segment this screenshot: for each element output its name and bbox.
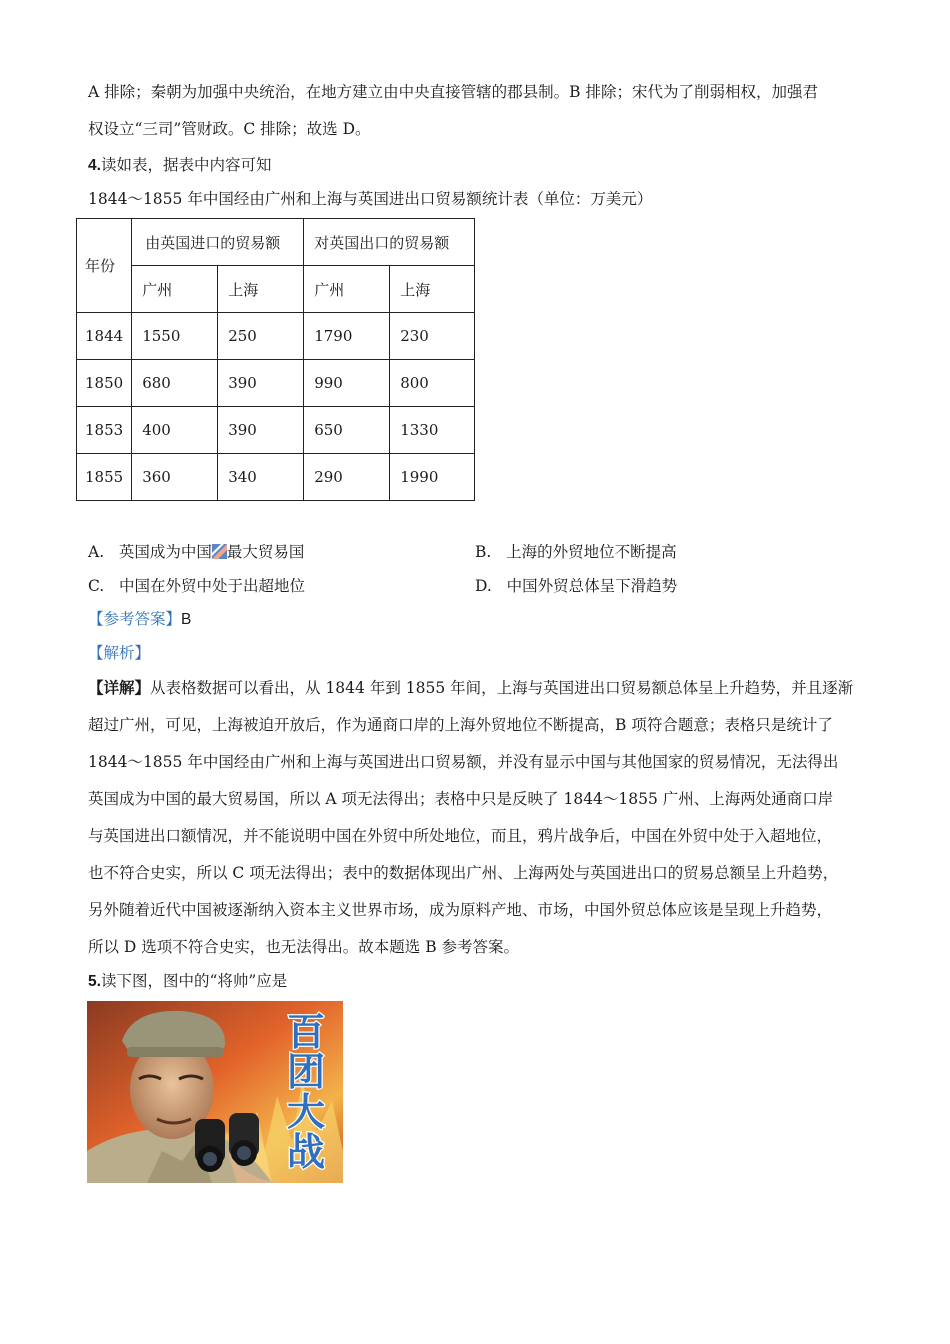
row-year: 1844 xyxy=(77,313,132,360)
option-a-text-end: 最大贸易国 xyxy=(226,543,305,561)
subheader-import-shanghai: 上海 xyxy=(218,266,304,313)
option-b-label: B. xyxy=(475,543,492,561)
table-cell: 390 xyxy=(218,407,304,454)
answer-value: B xyxy=(181,611,192,628)
table-row xyxy=(77,454,475,501)
table-cell: 1330 xyxy=(390,407,475,454)
table-cell: 1790 xyxy=(304,313,390,360)
option-b-text: 上海的外贸地位不断提高 xyxy=(506,543,677,561)
detail-line-1 xyxy=(88,676,853,698)
table-cell: 800 xyxy=(390,360,475,407)
poster-title-char: 战 xyxy=(286,1130,326,1174)
option-b xyxy=(475,540,677,562)
header-import-group: 由英国进口的贸易额 xyxy=(132,219,304,266)
embedded-image-icon xyxy=(212,544,227,559)
option-a xyxy=(88,540,304,562)
table-header-row xyxy=(77,219,475,266)
table-row xyxy=(77,407,475,454)
option-c-label: C. xyxy=(88,577,105,595)
detail-line-4: 英国成为中国的最大贸易国，所以 A 项无法得出；表格中只是反映了 1844～1855 广州、上海两处通商口岸 xyxy=(88,790,834,808)
question-4-number: 4. xyxy=(88,157,101,174)
option-c xyxy=(88,574,305,596)
analysis-label: 【解析】 xyxy=(88,644,151,662)
subheader-export-guangzhou: 广州 xyxy=(304,266,390,313)
row-year: 1853 xyxy=(77,407,132,454)
option-d xyxy=(475,574,677,596)
subheader-export-shanghai: 上海 xyxy=(390,266,475,313)
header-year: 年份 xyxy=(77,219,132,313)
poster-title-char: 百 xyxy=(286,1010,326,1054)
table-cell: 360 xyxy=(132,454,218,501)
prev-explanation-line-1: A 排除；秦朝为加强中央统治，在地方建立由中央直接管辖的郡县制。B 排除；宋代为了削弱相权，加强君 xyxy=(88,83,818,101)
table-cell: 1990 xyxy=(390,454,475,501)
table-row xyxy=(77,360,475,407)
trade-table xyxy=(76,218,475,501)
table-row xyxy=(77,313,475,360)
question-4-text: 读如表，据表中内容可知 xyxy=(100,156,272,174)
row-year: 1855 xyxy=(77,454,132,501)
option-d-text: 中国外贸总体呈下滑趋势 xyxy=(506,577,678,595)
table-cell: 340 xyxy=(218,454,304,501)
table-cell: 680 xyxy=(132,360,218,407)
table-cell: 290 xyxy=(304,454,390,501)
table-cell: 990 xyxy=(304,360,390,407)
question-4-stem xyxy=(88,153,271,175)
table-cell: 390 xyxy=(218,360,304,407)
answer-line xyxy=(88,607,191,629)
subheader-import-guangzhou: 广州 xyxy=(132,266,218,313)
detail-label: 【详解】 xyxy=(88,678,151,697)
question-5-stem xyxy=(88,969,287,991)
question-5-text: 读下图，图中的“将帅”应是 xyxy=(100,972,288,990)
detail-text: 从表格数据可以看出，从 1844 年到 1855 年间，上海与英国进出口贸易额总体呈上升趋势，并且逐渐 xyxy=(150,679,854,697)
detail-line-8: 所以 D 选项不符合史实，也无法得出。故本题选 B 参考答案。 xyxy=(88,938,520,956)
row-year: 1850 xyxy=(77,360,132,407)
option-c-text: 中国在外贸中处于出超地位 xyxy=(119,577,306,595)
detail-line-6: 也不符合史实，所以 C 项无法得出；表中的数据体现出广州、上海两处与英国进出口的贸易总额呈上升趋势， xyxy=(88,864,839,882)
table-cell: 1550 xyxy=(132,313,218,360)
detail-line-3: 1844～1855 年中国经由广州和上海与英国进出口贸易额，并没有显示中国与其他国家的贸易情况，无法得出 xyxy=(88,753,839,771)
question-5-number: 5. xyxy=(88,973,101,990)
poster-title-char: 大 xyxy=(286,1090,326,1134)
poster-artwork xyxy=(87,1001,343,1183)
answer-label: 【参考答案】 xyxy=(88,610,182,628)
option-d-label: D. xyxy=(475,577,492,595)
option-a-label: A. xyxy=(88,543,105,561)
detail-line-2: 超过广州，可见，上海被迫开放后，作为通商口岸的上海外贸地位不断提高，B 项符合题意；表格只是统计了 xyxy=(88,716,833,734)
hundred-regiments-poster xyxy=(87,1001,343,1183)
table-cell: 650 xyxy=(304,407,390,454)
poster-title-char: 团 xyxy=(286,1050,326,1094)
table-cell: 400 xyxy=(132,407,218,454)
table-caption: 1844～1855 年中国经由广州和上海与英国进出口贸易额统计表（单位：万美元） xyxy=(88,190,653,208)
header-export-group: 对英国出口的贸易额 xyxy=(304,219,475,266)
detail-line-5: 与英国进出口额情况，并不能说明中国在外贸中所处地位，而且，鸦片战争后，中国在外贸中处于入超地位， xyxy=(88,827,833,845)
detail-line-7: 另外随着近代中国被逐渐纳入资本主义世界市场，成为原料产地、市场，中国外贸总体应该是呈现上升趋势， xyxy=(88,901,833,919)
option-a-text-start: 英国成为中国 xyxy=(118,543,212,561)
table-subheader-row xyxy=(77,266,475,313)
table-cell: 250 xyxy=(218,313,304,360)
table-cell: 230 xyxy=(390,313,475,360)
prev-explanation-line-2: 权设立“三司”管财政。C 排除；故选 D。 xyxy=(88,120,371,138)
